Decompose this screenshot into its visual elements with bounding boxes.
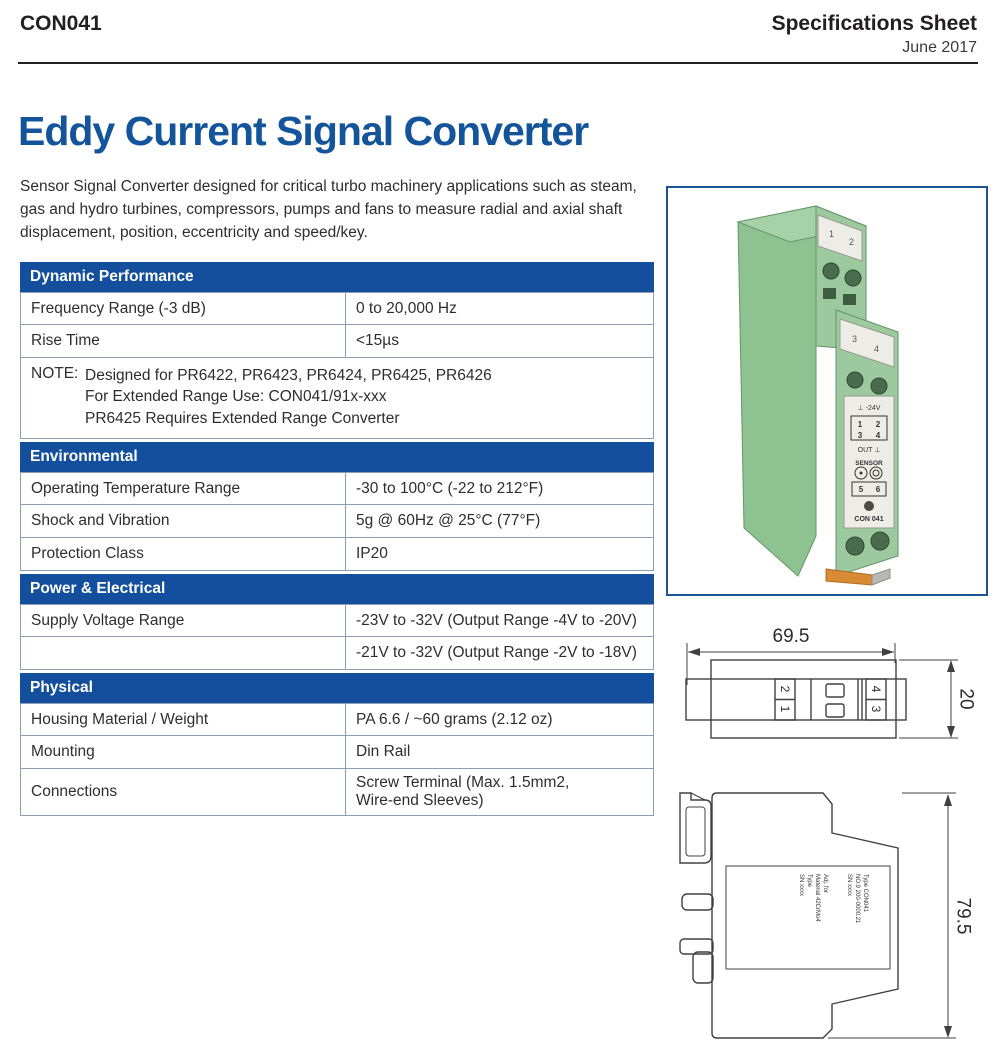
page-title: Eddy Current Signal Converter <box>18 108 589 154</box>
dim-width-label: 69.5 <box>772 626 810 647</box>
spec-value: -23V to -32V (Output Range -4V to -20V) <box>345 605 653 636</box>
header-rule <box>18 62 978 64</box>
product-photo-frame <box>666 186 988 596</box>
spec-value: -21V to -32V (Output Range -2V to -18V) <box>345 637 653 669</box>
side-label-line: SN xxxx <box>798 874 804 897</box>
label-pin-6: 6 <box>875 485 881 494</box>
label-model: CON 041 <box>854 516 884 523</box>
tab2-num-4: 4 <box>874 344 880 354</box>
side-label-line: SN xxxx <box>846 874 852 897</box>
section-dynamic-performance <box>20 262 654 439</box>
spec-value: Din Rail <box>345 736 653 768</box>
section-physical <box>20 673 654 816</box>
side-label-line: Adj. for <box>822 874 828 894</box>
table-row <box>20 769 654 816</box>
spec-label: Connections <box>31 783 118 801</box>
table-row <box>20 604 654 637</box>
terminal-num: 3 <box>869 705 883 713</box>
note-row <box>20 358 654 439</box>
table-row <box>20 325 654 358</box>
section-header: Power & Electrical <box>20 574 654 604</box>
spec-value: <15µs <box>345 325 653 357</box>
dim-height-label: 79.5 <box>952 897 974 935</box>
spec-label: Protection Class <box>31 545 144 563</box>
note-line: PR6425 Requires Extended Range Converter <box>85 409 400 427</box>
terminal-num: 1 <box>778 705 792 713</box>
spec-value-line: Screw Terminal (Max. 1.5mm2, <box>356 774 570 792</box>
spec-label: Mounting <box>31 743 95 761</box>
side-view-drawing <box>660 776 995 1051</box>
note-line: Designed for PR6422, PR6423, PR6424, PR6425, PR6426 <box>85 367 492 384</box>
section-environmental <box>20 442 654 571</box>
spec-label: Housing Material / Weight <box>31 710 209 728</box>
label-grid-2: 2 <box>875 420 881 429</box>
sheet-title: Specifications Sheet <box>771 12 977 35</box>
side-label-line: Type CON041 <box>862 874 868 913</box>
sheet-date: June 2017 <box>902 39 977 56</box>
section-power-electrical <box>20 574 654 670</box>
tab1-num-2: 2 <box>849 237 855 247</box>
spec-value: 0 to 20,000 Hz <box>345 293 653 324</box>
section-header: Environmental <box>20 442 654 472</box>
spec-value-line: Wire-end Sleeves) <box>356 792 484 810</box>
table-row <box>20 292 654 325</box>
note-lines <box>85 365 492 429</box>
spec-value: -30 to 100°C (-22 to 212°F) <box>345 473 653 504</box>
spec-value: IP20 <box>345 538 653 570</box>
table-row <box>20 637 654 670</box>
doc-code: CON041 <box>20 12 102 35</box>
dim-depth-label: 20 <box>955 688 977 710</box>
doc-header-right <box>772 12 977 57</box>
spec-label <box>21 637 345 669</box>
table-row <box>20 703 654 736</box>
intro-paragraph: Sensor Signal Converter designed for critical turbo machinery applications such as steam, gas and hydro turbines, compressors, pumps and fans to measure radial and axial shaft displacement, position, eccentricity and speed/key. <box>20 178 637 241</box>
table-row <box>20 472 654 505</box>
label-grid-4: 4 <box>875 431 881 440</box>
tab1-num-1: 1 <box>829 229 835 239</box>
label-grid-3: 3 <box>857 431 863 440</box>
table-row <box>20 505 654 538</box>
table-row <box>20 538 654 571</box>
tab2-num-3: 3 <box>852 334 858 344</box>
spec-value: 5g @ 60Hz @ 25°C (77°F) <box>345 505 653 537</box>
spec-label: Rise Time <box>31 332 100 349</box>
terminal-num: 4 <box>869 685 883 693</box>
side-label-line: Material 42CrMo4 <box>814 874 820 922</box>
side-label-line: NO.9 200-0000.21 <box>854 874 860 924</box>
section-header: Dynamic Performance <box>20 262 654 292</box>
spec-label: Supply Voltage Range <box>31 611 185 629</box>
product-photo <box>668 188 986 594</box>
spec-value <box>345 769 653 815</box>
spec-value: PA 6.6 / ~60 grams (2.12 oz) <box>345 704 653 735</box>
note-line: For Extended Range Use: CON041/91x-xxx <box>85 388 387 406</box>
top-view-drawing <box>663 612 993 762</box>
label-supply: ⊥ -24V <box>857 405 881 412</box>
spec-label: Operating Temperature Range <box>31 479 241 497</box>
table-row <box>20 736 654 769</box>
terminal-num: 2 <box>778 685 792 693</box>
label-out: OUT ⊥ <box>857 447 881 454</box>
side-label-line: Type <box>806 874 812 888</box>
label-grid-1: 1 <box>857 420 863 429</box>
spec-label: Frequency Range (-3 dB) <box>31 299 206 317</box>
label-sensor: SENSOR <box>855 460 883 467</box>
note-prefix: NOTE: <box>31 365 79 382</box>
label-pin-5: 5 <box>858 485 864 494</box>
section-header: Physical <box>20 673 654 703</box>
spec-label: Shock and Vibration <box>31 512 170 530</box>
spec-tables <box>20 262 654 816</box>
